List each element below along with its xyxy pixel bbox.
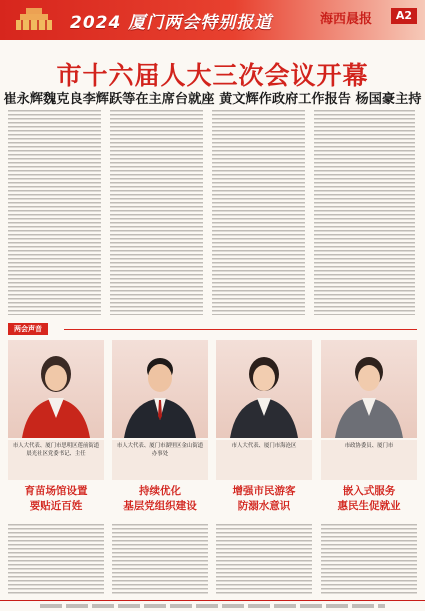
portrait-woman-red-blazer-icon — [8, 340, 104, 438]
article-column-3 — [212, 110, 305, 315]
article-column-1 — [8, 110, 101, 315]
page-footer — [0, 600, 425, 611]
portrait-caption: 市人大代表、厦门市湖里区金山街道办事处 — [112, 440, 208, 480]
portrait-photo — [8, 340, 104, 438]
portrait-photo — [112, 340, 208, 438]
portrait-card — [216, 340, 312, 480]
section-rule — [64, 329, 417, 330]
portrait-card — [112, 340, 208, 480]
hall-emblem-icon — [14, 6, 54, 32]
portrait-row — [8, 340, 417, 480]
portrait-card — [321, 340, 417, 480]
section-tag: 两会声音 — [8, 323, 48, 335]
page-headline: 市十六届人大三次会议开幕 — [56, 61, 369, 90]
pull-headline: 育苗场馆设置 要贴近百姓 — [24, 485, 88, 512]
interview-text-2 — [112, 524, 208, 596]
page-number-badge: A2 — [391, 8, 417, 24]
portrait-card — [8, 340, 104, 480]
page-subhead: 崔永辉魏克良李辉跃等在主席台就座 黄文辉作政府工作报告 杨国豪主持 — [3, 92, 422, 107]
portrait-woman-grey-jacket-icon — [321, 340, 417, 438]
portrait-photo — [321, 340, 417, 438]
pull-headline-row — [8, 484, 417, 520]
portrait-man-dark-suit-icon — [112, 340, 208, 438]
page-banner — [0, 0, 425, 40]
interview-text-4 — [321, 524, 417, 596]
interview-text-3 — [216, 524, 312, 596]
article-column-4 — [314, 110, 415, 315]
portrait-caption: 市人大代表、厦门市海沧区 — [216, 440, 312, 480]
portrait-caption: 市政协委员、厦门市 — [321, 440, 417, 480]
portrait-caption: 市人大代表、厦门市思明区莲前街道晨光社区党委书记、主任 — [8, 440, 104, 480]
banner-title: 2024 厦门两会特别报道 — [70, 13, 273, 33]
pull-headline: 持续优化 基层党组织建设 — [123, 485, 197, 512]
interview-text-1 — [8, 524, 104, 596]
pull-headline: 增强市民游客 防溺水意识 — [232, 485, 296, 512]
paper-name: 海西晨报 — [320, 12, 373, 27]
pull-headline: 嵌入式服务 惠民生促就业 — [337, 485, 401, 512]
portrait-photo — [216, 340, 312, 438]
portrait-woman-dark-suit-icon — [216, 340, 312, 438]
footer-text — [40, 604, 385, 608]
section-bar — [8, 322, 417, 336]
article-column-2 — [110, 110, 203, 315]
